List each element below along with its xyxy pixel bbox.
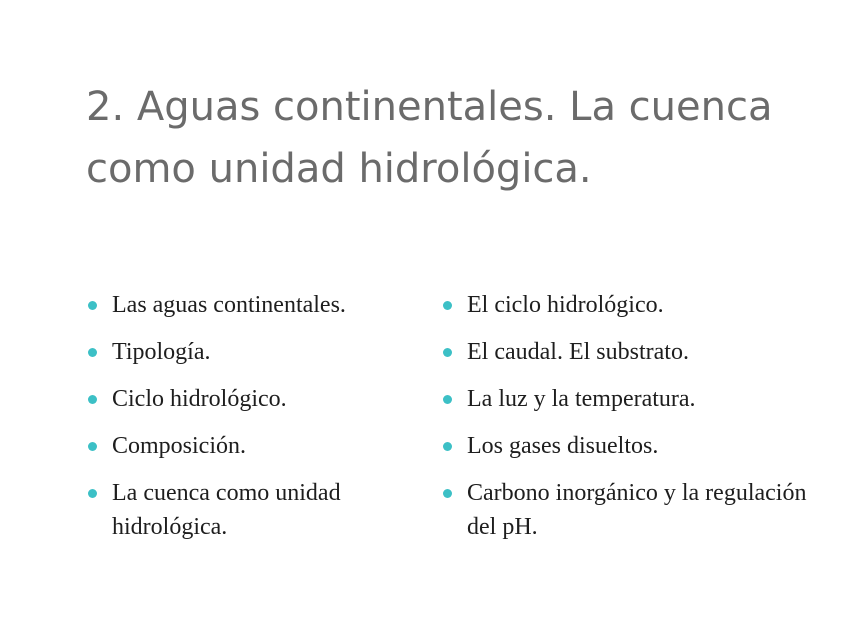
bullet-icon — [443, 301, 452, 310]
bullet-text: Los gases disueltos. — [467, 433, 659, 459]
bullet-icon — [88, 348, 97, 357]
bullet-text: El ciclo hidrológico. — [467, 292, 664, 318]
bullet-text: El caudal. El substrato. — [467, 339, 689, 365]
bullet-text: Tipología. — [112, 339, 211, 365]
bullet-text: Ciclo hidrológico. — [112, 386, 287, 412]
list-item — [441, 476, 821, 544]
bullet-text: La luz y la temperatura. — [467, 386, 696, 412]
bullet-icon — [443, 489, 452, 498]
list-item — [441, 382, 821, 416]
list-item — [441, 429, 821, 463]
bullet-list-left — [86, 288, 426, 557]
bullet-text: Carbono inorgánico y la regulación del pH. — [467, 480, 807, 540]
bullet-icon — [443, 395, 452, 404]
bullet-icon — [88, 301, 97, 310]
bullet-text: Las aguas continentales. — [112, 292, 346, 318]
list-item — [86, 429, 426, 463]
bullet-list-right — [441, 288, 821, 557]
bullet-icon — [88, 395, 97, 404]
list-item — [441, 335, 821, 369]
bullet-icon — [443, 348, 452, 357]
list-item — [86, 382, 426, 416]
bullet-icon — [88, 489, 97, 498]
list-item — [86, 335, 426, 369]
bullet-icon — [88, 442, 97, 451]
list-item — [441, 288, 821, 322]
bullet-text: La cuenca como unidad hidrológica. — [112, 480, 341, 540]
bullet-icon — [443, 442, 452, 451]
list-item — [86, 476, 426, 544]
bullet-text: Composición. — [112, 433, 247, 459]
list-item — [86, 288, 426, 322]
slide-title: 2. Aguas continentales. La cuenca como unidad hidrológica. — [86, 84, 773, 192]
